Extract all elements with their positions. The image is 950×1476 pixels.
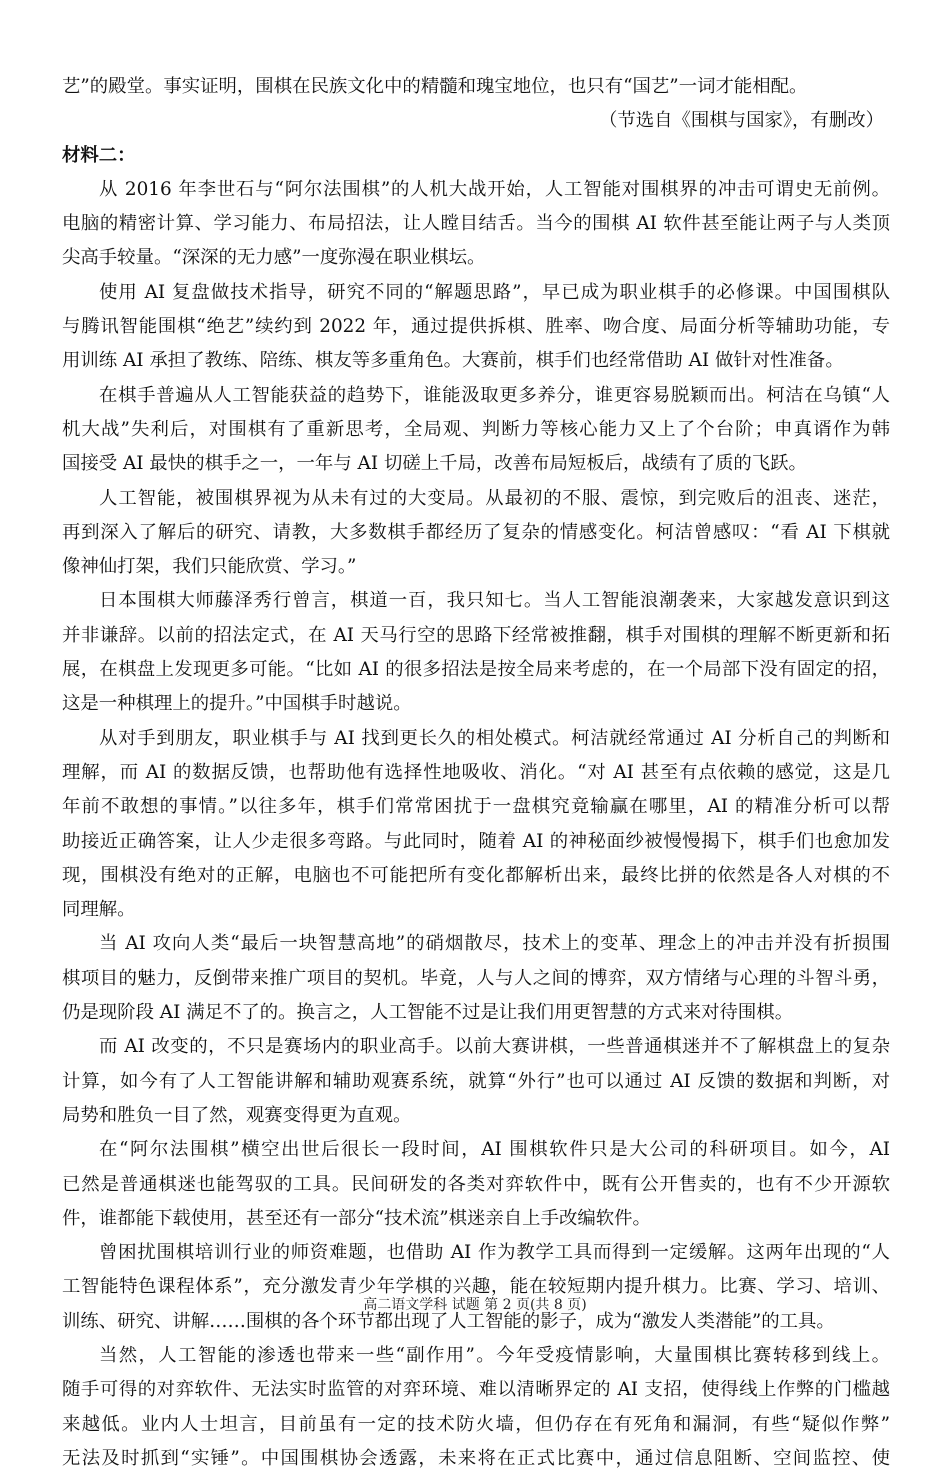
text-line: 与腾讯智能围棋“绝艺”续约到 2022 年，通过提供拆棋、胜率、吻合度、局面分析等辅助功能，专 [62,316,890,338]
text-line: 来越低。业内人士坦言，目前虽有一定的技术防火墙，但仍存在有死角和漏洞，有些“疑似作弊” [62,1413,890,1435]
paragraph [62,379,890,482]
text-line: 而 AI 改变的，不只是赛场内的职业高手。以前大赛讲棋，一些普通棋迷并不了解棋盘上的复杂 [99,1036,890,1058]
text-line: 人工智能，被围棋界视为从未有过的大变局。从最初的不服、震惊，到完败后的沮丧、迷茫， [99,487,890,509]
text-line: 同理解。 [62,899,136,921]
text-line: 在“阿尔法围棋”横空出世后很长一段时间，AI 围棋软件只是大公司的科研项目。如今，AI [99,1139,890,1161]
text-line: 随手可得的对弈软件、无法实时监管的对弈环境、难以清晰界定的 AI 支招，使得线上作弊的门槛越 [62,1379,890,1401]
paragraph [62,927,890,1030]
text-line: 当然，人工智能的渗透也带来一些“副作用”。今年受疫情影响，大量围棋比赛转移到线上。 [99,1344,890,1366]
text-line: 国接受 AI 最快的棋手之一，一年与 AI 切磋上千局，改善布局短板后，战绩有了质的飞跃。 [62,453,807,475]
paragraph [62,584,890,721]
paragraph [62,1236,890,1339]
text-line: 理解，而 AI 的数据反馈，也帮助他有选择性地吸收、消化。“对 AI 甚至有点依赖的感觉，这是几 [62,761,890,783]
text-line: 使用 AI 复盘做技术指导，研究不同的“解题思路”，早已成为职业棋手的必修课。中国围棋队 [99,281,890,303]
text-line: 现，围棋没有绝对的正解，电脑也不可能把所有变化都解析出来，最终比拼的依然是各人对棋的不 [62,864,890,886]
text-line: 机大战”失利后，对围棋有了重新思考，全局观、判断力等核心能力又上了个台阶；申真谞作为韩 [62,418,890,440]
text-line: 当 AI 攻向人类“最后一块智慧高地”的硝烟散尽，技术上的变革、理念上的冲击并没有折损围 [99,933,890,955]
text-line: 已然是普通棋迷也能驾驭的工具。民间研发的各类对弈软件中，既有公开售卖的，也有不少开源软 [62,1173,890,1195]
text-line: 从对手到朋友，职业棋手与 AI 找到更长久的相处模式。柯洁就经常通过 AI 分析自己的判断和 [99,727,890,749]
text-line: 曾困扰围棋培训行业的师资难题，也借助 AI 作为教学工具而得到一定缓解。这两年出现的“人 [99,1242,890,1264]
text-line: 棋项目的魅力，反倒带来推广项目的契机。毕竟，人与人之间的博弈，双方情绪与心理的斗智斗勇， [62,967,890,989]
text-line: 从 2016 年李世石与“阿尔法围棋”的人机大战开始，人工智能对围棋界的冲击可谓史无前例。 [99,178,890,200]
text-line: 在棋手普遍从人工智能获益的趋势下，谁能汲取更多养分，谁更容易脱颖而出。柯洁在乌镇“人 [99,384,890,406]
text-line: 件，谁都能下载使用，甚至还有一部分“技术流”棋迷亲自上手改编软件。 [62,1207,651,1229]
paragraph [62,276,890,379]
paragraph [62,1133,890,1236]
page-content [62,70,890,1476]
text-line: 训练、研究、讲解……围棋的各个环节都出现了人工智能的影子，成为“激发人类潜能”的工具。 [62,1310,835,1332]
text-line: 用训练 AI 承担了教练、陪练、棋友等多重角色。大赛前，棋手们也经常借助 AI 做针对性准备。 [62,350,844,372]
text-line: 局势和胜负一目了然，观赛变得更为直观。 [62,1104,412,1126]
text-line: 尖高手较量。“深深的无力感”一度弥漫在职业棋坛。 [62,247,486,269]
paragraph [62,1339,890,1476]
text-line: 日本围棋大师藤泽秀行曾言，棋道一百，我只知七。当人工智能浪潮袭来，大家越发意识到这 [99,590,890,612]
text-line: 并非谦辞。以前的招法定式，在 AI 天马行空的思路下经常被推翻，棋手对围棋的理解不断更新和拓 [62,624,890,646]
text-line: 再到深入了解后的研究、请教，大多数棋手都经历了复杂的情感变化。柯洁曾感叹：“看 AI 下棋就 [62,521,890,543]
text-line: 仍是现阶段 AI 满足不了的。换言之，人工智能不过是让我们用更智慧的方式来对待围棋。 [62,1002,794,1024]
text-line: 计算，如今有了人工智能讲解和辅助观赛系统，就算“外行”也可以通过 AI 反馈的数据和判断，对 [62,1070,890,1092]
paragraph [62,482,890,585]
paragraph [62,722,890,928]
section-heading-material-2: 材料二： [62,144,136,166]
source-citation: （节选自《围棋与国家》，有删改） [598,110,884,132]
text-line: 像神仙打架，我们只能欣赏、学习。” [62,556,357,578]
text-line: 艺”的殿堂。事实证明，围棋在民族文化中的精髓和瑰宝地位，也只有“国艺”一词才能相配。 [62,76,808,97]
paragraph [62,173,890,276]
text-line: 助接近正确答案，让人少走很多弯路。与此同时，随着 AI 的神秘面纱被慢慢揭下，棋手们也愈加发 [62,830,890,852]
paragraph [62,1030,890,1133]
text-line: 展，在棋盘上发现更多可能。“比如 AI 的很多招法是按全局来考虑的，在一个局部下没有固定的招， [62,659,890,681]
text-line: 这是一种棋理上的提升。”中国棋手时越说。 [62,693,412,715]
page-footer: 高二语文学科 试题 第 2 页(共 8 页) [363,1297,587,1313]
text-line: 工智能特色课程体系”，充分激发青少年学棋的兴趣，能在较短期内提升棋力。比赛、学习、培训、 [62,1276,890,1298]
text-line: 无法及时抓到“实锤”。中国围棋协会透露，未来将在正式比赛中，通过信息阻断、空间监控、使 [62,1447,890,1469]
text-line: 电脑的精密计算、学习能力、布局招法，让人瞠目结舌。当今的围棋 AI 软件甚至能让两子与人类顶 [62,213,890,235]
text-line: 年前不敢想的事情。”以往多年，棋手们常常困扰于一盘棋究竟输赢在哪里，AI 的精准分析可以帮 [62,796,890,818]
